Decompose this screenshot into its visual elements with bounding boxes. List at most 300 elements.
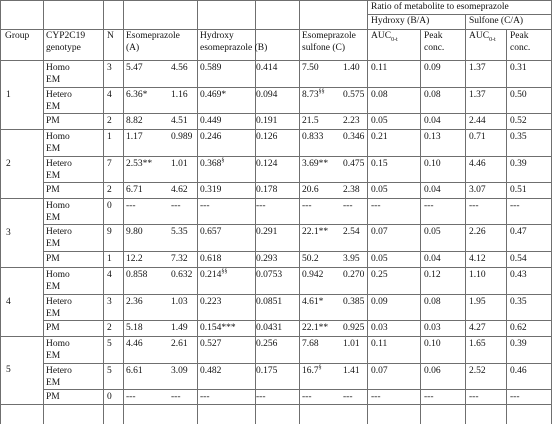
sulfone-mean (302, 226, 328, 238)
esomeprazole-sd-text: 1.16 (171, 90, 188, 100)
hydroxy-ratio-peak (424, 269, 441, 281)
genotype-cell-line2 (46, 143, 60, 155)
genotype-cell (46, 131, 70, 143)
sulfone-sd (343, 89, 364, 101)
sulfone-sd (343, 226, 360, 238)
esomeprazole-mean-text: 8.82 (126, 116, 143, 126)
n-header (107, 30, 114, 42)
sulfone-sd-text: 2.38 (343, 185, 360, 195)
hydroxy-mean (200, 253, 221, 265)
esomeprazole-header (126, 30, 180, 42)
row-divider (43, 182, 552, 183)
hydroxy-ratio-auc (371, 158, 388, 170)
n-cell-text: 1 (107, 132, 112, 142)
group-label-text: 2 (6, 159, 11, 169)
hydroxy-mean (200, 184, 221, 196)
hydroxy-ratio-auc (371, 269, 388, 281)
n-cell (107, 131, 112, 143)
hydroxy-ratio-auc-text: 0.07 (371, 366, 388, 376)
n-header-text: N (107, 31, 114, 41)
hydroxy-ratio-peak-text: 0.10 (424, 339, 441, 349)
hydroxy-sd (256, 296, 282, 308)
sulfone-ratio-auc (469, 158, 486, 170)
genotype-cell (46, 269, 70, 281)
hydroxy-ratio-peak (424, 89, 441, 101)
sulfone-ratio-auc-text: 2.52 (469, 366, 486, 376)
hydroxy-mean (200, 391, 210, 403)
n-cell-text: 5 (107, 366, 112, 376)
sulfone-ratio-auc (469, 89, 486, 101)
hydroxy-mean-text: 0.618 (200, 254, 222, 264)
sulfone-sd-text: 2.23 (343, 116, 360, 126)
hydroxy-sd-text: 0.0753 (256, 270, 283, 280)
esomeprazole-mean-text: 1.17 (126, 132, 143, 142)
genotype-cell (46, 158, 72, 170)
sulfone-ratio-peak-text: 0.46 (510, 366, 527, 376)
genotype-cell-line2-text: EM (46, 282, 61, 292)
sulfone-ratio-peak-text: 0.43 (510, 270, 527, 280)
sulfone-ratio-auc-text: 1.65 (469, 339, 486, 349)
hydroxy-mean (200, 200, 210, 212)
sulfone-ratio-peak (510, 365, 527, 377)
esomeprazole-mean-text: 5.47 (126, 63, 143, 73)
esomeprazole-mean (126, 226, 143, 238)
sulfone-mean-text: 20.6 (302, 185, 319, 195)
sulfone-ratio-auc (469, 184, 486, 196)
hydroxy-ratio-peak-text: 0.10 (424, 159, 441, 169)
hydroxy-mean-text: 0.246 (200, 132, 222, 142)
row-divider (43, 389, 552, 390)
group-divider (0, 404, 552, 405)
genotype-cell-text: Hetero (46, 90, 72, 100)
ratio-sulfone-label-text: Sulfone (C/A) (469, 16, 524, 26)
genotype-cell-text: PM (46, 116, 60, 126)
column-divider (123, 0, 124, 14)
ratio-title (371, 1, 509, 13)
sulfone-ratio-auc-text: 2.44 (469, 116, 486, 126)
genotype-cell-text: PM (46, 254, 60, 264)
genotype-cell-text: Homo (46, 201, 70, 211)
esomeprazole-sd-text: 7.32 (171, 254, 188, 264)
peak-hydroxy-header-line2-text: conc. (424, 43, 445, 53)
sulfone-ratio-peak (510, 200, 520, 212)
hydroxy-sd (256, 131, 277, 143)
genotype-cell-text: Homo (46, 339, 70, 349)
hydroxy-sd-text: 0.0851 (256, 297, 283, 307)
sulfone-sd (343, 62, 360, 74)
sulfone-mean (302, 184, 319, 196)
sulfone-sd-text: 0.270 (343, 270, 365, 280)
n-cell (107, 253, 112, 265)
sulfone-ratio-auc (469, 200, 479, 212)
hydroxy-ratio-peak (424, 200, 434, 212)
n-cell-text: 4 (107, 90, 112, 100)
sulfone-mean (302, 62, 319, 74)
esomeprazole-sd-text: 2.61 (171, 339, 188, 349)
n-cell (107, 200, 112, 212)
n-cell (107, 365, 112, 377)
sulfone-sd (343, 115, 360, 127)
genotype-cell (46, 226, 72, 238)
sulfone-sd-text: 0.385 (343, 297, 365, 307)
sulfone-ratio-peak (510, 269, 527, 281)
hydroxy-sd-text: 0.293 (256, 254, 278, 264)
esomeprazole-mean-text: 5.18 (126, 323, 143, 333)
hydroxy-ratio-peak-text: 0.03 (424, 323, 441, 333)
sulfone-ratio-peak (510, 253, 527, 265)
hydroxy-ratio-auc-text: 0.05 (371, 185, 388, 195)
sulfone-sd (343, 200, 353, 212)
genotype-cell (46, 322, 60, 334)
sulfone-sd (343, 322, 364, 334)
ratio-hydroxy-label (371, 15, 429, 27)
sulfone-mean-text: 8.73 (302, 90, 319, 100)
esomeprazole-mean-text: --- (126, 392, 136, 402)
genotype-cell-line2 (46, 101, 60, 113)
hydroxy-ratio-auc (371, 131, 388, 143)
esomeprazole-sd-text: 4.51 (171, 116, 188, 126)
sulfone-mean (302, 269, 323, 281)
hydroxy-header (200, 30, 234, 42)
sulfone-ratio-peak (510, 158, 527, 170)
sulfone-header-line2 (302, 42, 345, 54)
sulfone-ratio-auc (469, 269, 486, 281)
hydroxy-sd (256, 89, 277, 101)
row-divider (43, 294, 552, 295)
hydroxy-ratio-auc (371, 89, 388, 101)
row-divider (43, 156, 552, 157)
sulfone-sd (343, 184, 360, 196)
esomeprazole-sd (171, 158, 188, 170)
genotype-cell-line2-text: EM (46, 309, 61, 319)
esomeprazole-sd (171, 391, 181, 403)
hydroxy-sd-text: --- (256, 392, 266, 402)
sulfone-ratio-auc (469, 115, 486, 127)
hydroxy-mean (200, 269, 227, 281)
hydroxy-ratio-peak-text: 0.04 (424, 185, 441, 195)
sulfone-ratio-auc (469, 322, 486, 334)
esomeprazole-sd-text: 0.989 (171, 132, 193, 142)
hydroxy-ratio-peak-text: 0.04 (424, 254, 441, 264)
peak-hydroxy-header (424, 30, 442, 42)
hydroxy-sd-text: 0.191 (256, 116, 278, 126)
peak-sulfone-header-line2 (510, 42, 530, 54)
esomeprazole-mean (126, 269, 147, 281)
genotype-cell-line2 (46, 212, 60, 224)
sulfone-ratio-peak-text: --- (510, 201, 520, 211)
peak-hydroxy-header-line2 (424, 42, 444, 54)
genotype-cell (46, 391, 60, 403)
hydroxy-ratio-auc (371, 365, 388, 377)
esomeprazole-sd (171, 89, 188, 101)
esomeprazole-mean (126, 200, 136, 212)
hydroxy-ratio-peak (424, 62, 441, 74)
hydroxy-sd-text: 0.0431 (256, 323, 283, 333)
esomeprazole-mean (126, 296, 143, 308)
esomeprazole-sd-text: 3.09 (171, 366, 188, 376)
sulfone-sd (343, 158, 364, 170)
sulfone-ratio-auc-text: 1.37 (469, 90, 486, 100)
hydroxy-ratio-peak-text: 0.04 (424, 116, 441, 126)
auc-hydroxy-header-text: AUC (371, 31, 392, 41)
hydroxy-ratio-auc-text: 0.09 (371, 297, 388, 307)
sulfone-sd-text: 0.925 (343, 323, 365, 333)
sulfone-mean (302, 338, 319, 350)
genotype-cell (46, 365, 72, 377)
hydroxy-mean (200, 62, 221, 74)
sulfone-ratio-auc (469, 131, 486, 143)
sulfone-ratio-peak (510, 391, 520, 403)
sulfone-ratio-peak-text: 0.39 (510, 159, 527, 169)
esomeprazole-sd (171, 296, 188, 308)
n-cell-text: 5 (107, 339, 112, 349)
hydroxy-mean-text: 0.223 (200, 297, 222, 307)
genotype-cell-text: Hetero (46, 366, 72, 376)
sulfone-ratio-peak-text: --- (510, 392, 520, 402)
esomeprazole-sd-text: 4.56 (171, 63, 188, 73)
hydroxy-mean (200, 338, 221, 350)
hydroxy-ratio-peak (424, 131, 441, 143)
esomeprazole-sd (171, 200, 181, 212)
hydroxy-ratio-auc (371, 184, 388, 196)
sulfone-ratio-peak-text: 0.52 (510, 116, 527, 126)
sulfone-mean (302, 200, 312, 212)
hydroxy-ratio-auc (371, 62, 387, 74)
genotype-cell-text: PM (46, 323, 60, 333)
group-divider (0, 267, 552, 268)
esomeprazole-header-line2-text: (A) (126, 43, 140, 53)
sulfone-sd (343, 253, 360, 265)
genotype-cell-line2 (46, 308, 60, 320)
hydroxy-mean-text: 0.154*** (200, 323, 236, 333)
genotype-cell-line2-text: EM (46, 351, 61, 361)
sulfone-mean (302, 365, 322, 377)
hydroxy-mean-text: --- (200, 201, 210, 211)
ratio-sulfone-label (469, 15, 523, 27)
genotype-cell (46, 62, 70, 74)
sulfone-sd (343, 365, 360, 377)
hydroxy-ratio-auc-text: 0.05 (371, 254, 388, 264)
genotype-cell-text: Homo (46, 270, 70, 280)
esomeprazole-mean (126, 89, 147, 101)
genotype-cell-line2 (46, 74, 60, 86)
genotype-cell-line2-text: EM (46, 213, 61, 223)
genotype-cell-line2-text: EM (46, 144, 61, 154)
esomeprazole-mean (126, 131, 143, 143)
group-label (6, 89, 11, 101)
sulfone-ratio-auc (469, 226, 486, 238)
hydroxy-ratio-peak (424, 296, 441, 308)
footnote-marker: § (221, 157, 225, 164)
genotype-cell (46, 253, 60, 265)
hydroxy-mean-text: 0.589 (200, 63, 222, 73)
n-cell-text: 0 (107, 201, 112, 211)
sulfone-sd-text: 1.41 (343, 366, 360, 376)
n-cell (107, 296, 112, 308)
hydroxy-ratio-auc-text: 0.08 (371, 90, 388, 100)
sulfone-sd-text: --- (343, 392, 353, 402)
hydroxy-ratio-peak-text: 0.06 (424, 366, 441, 376)
sulfone-mean-text: --- (302, 201, 312, 211)
hydroxy-sd-text: 0.126 (256, 132, 278, 142)
auc-sulfone-header-subscript: 0-t (489, 36, 496, 43)
genotype-cell-text: Homo (46, 132, 70, 142)
sulfone-mean (302, 131, 323, 143)
hydroxy-mean (200, 322, 236, 334)
esomeprazole-mean (126, 184, 143, 196)
hydroxy-mean-text: 0.469* (200, 90, 227, 100)
auc-hydroxy-header (371, 30, 398, 42)
esomeprazole-mean (126, 391, 136, 403)
hydroxy-ratio-auc-text: 0.11 (371, 63, 388, 73)
genotype-cell (46, 115, 60, 127)
sulfone-sd-text: 0.475 (343, 159, 365, 169)
genotype-cell (46, 200, 70, 212)
sulfone-sd (343, 269, 364, 281)
esomeprazole-mean-text: 6.71 (126, 185, 143, 195)
sulfone-sd-text: 2.54 (343, 227, 360, 237)
sulfone-ratio-peak-text: 0.39 (510, 339, 527, 349)
group-header-text: Group (5, 31, 30, 41)
sulfone-ratio-auc (469, 338, 486, 350)
sulfone-mean-text: 16.7 (302, 366, 319, 376)
peak-sulfone-header (510, 30, 528, 42)
sulfone-mean-text: 50.2 (302, 254, 319, 264)
group-label (6, 158, 11, 170)
sulfone-header (302, 30, 356, 42)
n-cell (107, 322, 112, 334)
esomeprazole-mean (126, 115, 143, 127)
hydroxy-header-line2 (200, 42, 267, 54)
hydroxy-ratio-peak-text: --- (424, 201, 434, 211)
genotype-cell-line2 (46, 377, 60, 389)
n-cell (107, 115, 112, 127)
sulfone-sd (343, 338, 360, 350)
hydroxy-ratio-peak (424, 391, 434, 403)
group-divider (0, 336, 552, 337)
esomeprazole-sd-text: --- (171, 201, 181, 211)
sulfone-mean-text: 7.50 (302, 63, 319, 73)
hydroxy-ratio-peak-text: --- (424, 392, 434, 402)
genotype-cell-line2 (46, 281, 60, 293)
esomeprazole-mean (126, 338, 143, 350)
genotype-cell-line2-text: EM (46, 378, 61, 388)
esomeprazole-mean-text: 0.858 (126, 270, 148, 280)
sulfone-mean-text: --- (302, 392, 312, 402)
sulfone-mean-text: 22.1** (302, 227, 329, 237)
sulfone-mean (302, 391, 312, 403)
hydroxy-ratio-auc (371, 296, 388, 308)
hydroxy-ratio-auc (371, 226, 388, 238)
esomeprazole-header-line2 (126, 42, 139, 54)
hydroxy-ratio-peak-text: 0.09 (424, 63, 441, 73)
hydroxy-mean (200, 115, 221, 127)
sulfone-ratio-peak (510, 226, 527, 238)
group-label (6, 227, 11, 239)
sulfone-mean (302, 296, 323, 308)
esomeprazole-mean-text: --- (126, 201, 136, 211)
genotype-cell-text: PM (46, 185, 60, 195)
sulfone-sd (343, 131, 364, 143)
genotype-cell-text: Hetero (46, 297, 72, 307)
n-cell (107, 226, 112, 238)
n-cell (107, 391, 112, 403)
sulfone-mean-text: 21.5 (302, 116, 319, 126)
esomeprazole-mean-text: 6.61 (126, 366, 143, 376)
hydroxy-mean-text: 0.657 (200, 227, 222, 237)
hydroxy-ratio-peak (424, 322, 441, 334)
row-divider (43, 251, 552, 252)
hydroxy-ratio-auc (371, 253, 388, 265)
hydroxy-mean-text: 0.449 (200, 116, 222, 126)
sulfone-ratio-peak (510, 62, 527, 74)
n-cell (107, 338, 112, 350)
sulfone-ratio-peak-text: 0.35 (510, 297, 527, 307)
footnote-marker: §§ (318, 88, 325, 95)
genotype-cell-text: Hetero (46, 227, 72, 237)
n-cell-text: 2 (107, 116, 112, 126)
hydroxy-ratio-peak (424, 158, 441, 170)
sulfone-ratio-auc (469, 296, 486, 308)
sulfone-ratio-auc (469, 391, 479, 403)
genotype-header-line2 (46, 42, 81, 54)
row-divider (43, 224, 552, 225)
sulfone-ratio-peak-text: 0.51 (510, 185, 527, 195)
sulfone-ratio-peak-text: 0.54 (510, 254, 527, 264)
sulfone-ratio-auc-text: 4.12 (469, 254, 486, 264)
sulfone-ratio-auc-text: 2.26 (469, 227, 486, 237)
auc-sulfone-header (469, 30, 496, 42)
hydroxy-ratio-auc (371, 322, 388, 334)
hydroxy-mean (200, 226, 221, 238)
column-divider (506, 29, 507, 424)
hydroxy-ratio-auc-text: --- (371, 201, 381, 211)
hydroxy-sd-text: 0.414 (256, 63, 278, 73)
hydroxy-ratio-auc-text: 0.07 (371, 227, 388, 237)
sulfone-ratio-peak-text: 0.47 (510, 227, 527, 237)
sulfone-mean-text: 0.833 (302, 132, 324, 142)
hydroxy-ratio-auc-text: --- (371, 392, 381, 402)
sulfone-mean (302, 115, 319, 127)
hydroxy-ratio-peak-text: 0.08 (424, 90, 441, 100)
hydroxy-sd (256, 200, 266, 212)
sulfone-mean (302, 158, 328, 170)
footnote-marker: § (318, 364, 322, 371)
n-cell-text: 0 (107, 392, 112, 402)
group-divider (0, 129, 552, 130)
n-cell-text: 9 (107, 227, 112, 237)
n-cell-text: 3 (107, 297, 112, 307)
sulfone-ratio-peak-text: 0.31 (510, 63, 527, 73)
hydroxy-sd-text: 0.178 (256, 185, 278, 195)
hydroxy-mean (200, 365, 221, 377)
column-divider (367, 0, 368, 14)
table-left-border (0, 0, 1, 424)
hydroxy-header-line2-text: esomeprazole (B) (200, 43, 268, 53)
peak-sulfone-header-text: Peak (510, 31, 529, 41)
esomeprazole-sd-text: 1.03 (171, 297, 188, 307)
group-label (6, 296, 11, 308)
peak-hydroxy-header-text: Peak (424, 31, 443, 41)
sulfone-ratio-auc-text: 3.07 (469, 185, 486, 195)
esomeprazole-mean-text: 12.2 (126, 254, 143, 264)
esomeprazole-sd (171, 365, 188, 377)
column-divider (299, 0, 300, 14)
sulfone-sd-text: 3.95 (343, 254, 360, 264)
auc-sulfone-header-text: AUC (469, 31, 490, 41)
genotype-cell-line2 (46, 170, 60, 182)
esomeprazole-sd-text: 4.62 (171, 185, 188, 195)
